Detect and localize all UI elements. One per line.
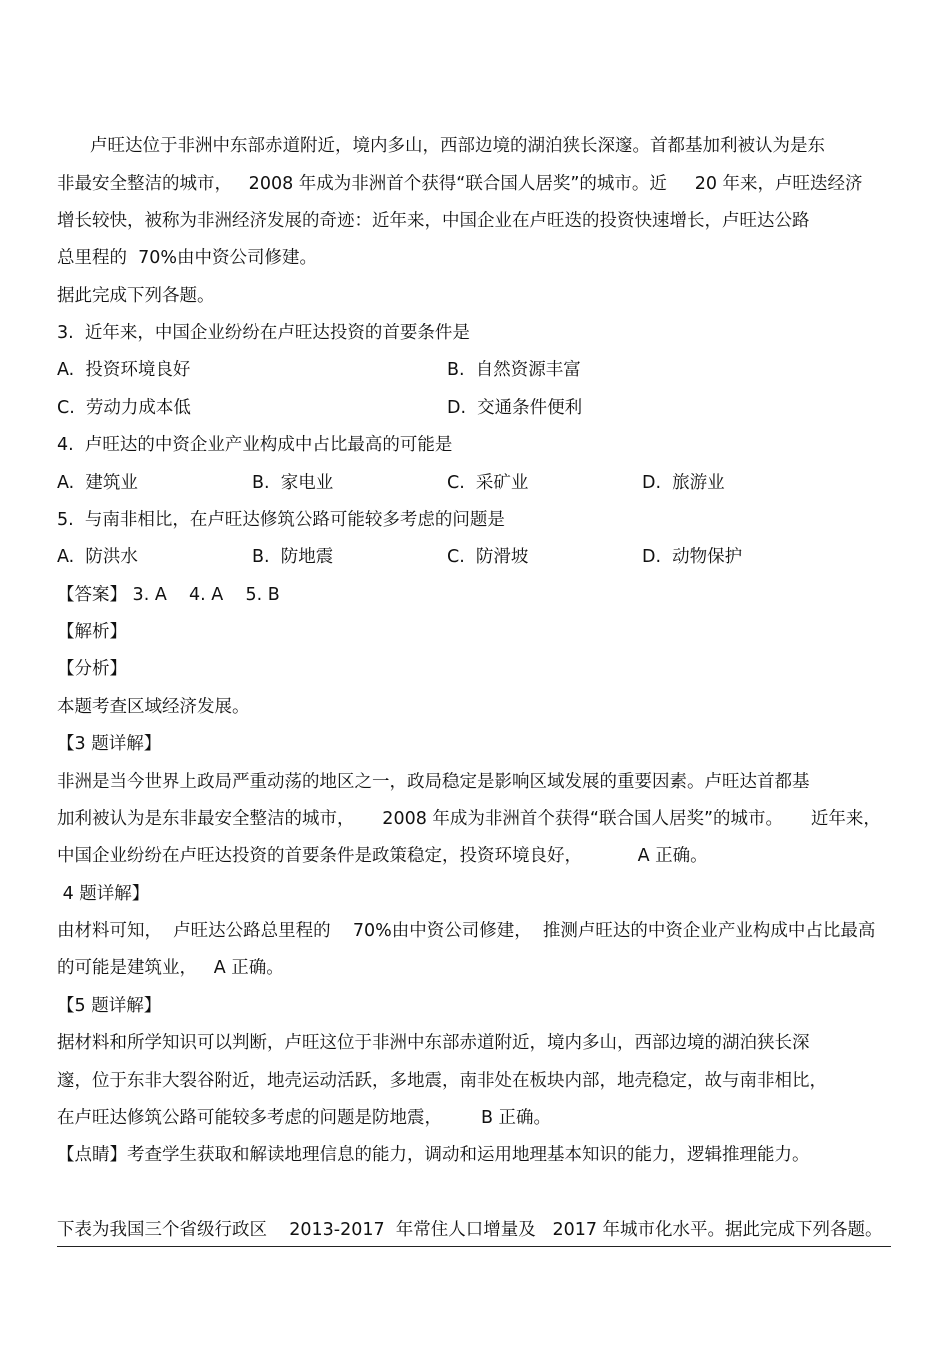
- question-4-stem: 4. 卢旺达的中资企业产业构成中占比最高的可能是: [57, 435, 453, 455]
- q4-option-c: C. 采矿业: [447, 473, 529, 493]
- detail-5-line-1: 据材料和所学知识可以判断，卢旺这位于非洲中东部赤道附近，境内多山，西部边境的湖泊狭长深: [57, 1033, 810, 1053]
- detail-4-line-2: 的可能是建筑业， A 正确。: [57, 958, 284, 978]
- detail-5-line-2: 邃，位于东非大裂谷附近，地壳运动活跃，多地震，南非处在板块内部，地壳稳定，故与南非相比，: [57, 1071, 827, 1091]
- detail-3-line-1: 非洲是当今世界上政局严重动荡的地区之一，政局稳定是影响区域发展的重要因素。卢旺达首都基: [57, 772, 810, 792]
- answer-line: 【答案】 3. A 4. A 5. B: [57, 585, 280, 605]
- q5-option-d: D. 动物保护: [642, 547, 743, 567]
- passage-line-4: 总里程的 70%由中资公司修建。: [57, 248, 318, 268]
- q5-option-a: A. 防洪水: [57, 547, 138, 567]
- detail-3-line-3: 中国企业纷纷在卢旺达投资的首要条件是政策稳定，投资环境良好， A 正确。: [57, 846, 708, 866]
- passage-line-1: 卢旺达位于非洲中东部赤道附近，境内多山，西部边境的湖泊狭长深邃。首都基加利被认为是东: [90, 136, 825, 156]
- divider-line: [57, 1246, 891, 1247]
- detail-5-line-3: 在卢旺达修筑公路可能较多考虑的问题是防地震， B 正确。: [57, 1108, 552, 1128]
- detail-3-heading: 【3 题详解】: [57, 734, 162, 754]
- fenxi-heading: 【分析】: [57, 659, 127, 679]
- q3-option-b: B. 自然资源丰富: [447, 360, 581, 380]
- q4-option-a: A. 建筑业: [57, 473, 138, 493]
- q5-option-b: B. 防地震: [252, 547, 334, 567]
- q3-option-c: C. 劳动力成本低: [57, 398, 191, 418]
- q5-option-c: C. 防滑坡: [447, 547, 529, 567]
- passage-line-2: 非最安全整洁的城市， 2008 年成为非洲首个获得“联合国人居奖”的城市。近 20 年来，卢旺迭经济: [57, 174, 863, 194]
- dianjing-line: 【点睛】考查学生获取和解读地理信息的能力，调动和运用地理基本知识的能力，逻辑推理能力。: [57, 1145, 810, 1165]
- instruction: 据此完成下列各题。: [57, 286, 215, 306]
- q3-option-d: D. 交通条件便利: [447, 398, 583, 418]
- q4-option-d: D. 旅游业: [642, 473, 725, 493]
- fenxi-text: 本题考查区域经济发展。: [57, 697, 250, 717]
- question-5-stem: 5. 与南非相比，在卢旺达修筑公路可能较多考虑的问题是: [57, 510, 505, 530]
- q4-option-b: B. 家电业: [252, 473, 334, 493]
- detail-4-heading: 4 题详解】: [57, 884, 150, 904]
- passage-line-3: 增长较快，被称为非洲经济发展的奇迹：近年来，中国企业在卢旺迭的投资快速增长，卢旺达公路: [57, 211, 810, 231]
- detail-4-line-1: 由材料可知， 卢旺达公路总里程的 70%由中资公司修建， 推测卢旺达的中资企业产业构成中占比最高: [57, 921, 876, 941]
- q3-option-a: A. 投资环境良好: [57, 360, 191, 380]
- next-section-intro: 下表为我国三个省级行政区 2013-2017 年常住人口增量及 2017 年城市化水平。据此完成下列各题。: [57, 1220, 883, 1240]
- detail-5-heading: 【5 题详解】: [57, 996, 162, 1016]
- detail-3-line-2: 加利被认为是东非最安全整洁的城市， 2008 年成为非洲首个获得“联合国人居奖”的城市。 近年来，: [57, 809, 881, 829]
- question-3-stem: 3. 近年来，中国企业纷纷在卢旺达投资的首要条件是: [57, 323, 470, 343]
- analysis-heading: 【解析】: [57, 622, 127, 642]
